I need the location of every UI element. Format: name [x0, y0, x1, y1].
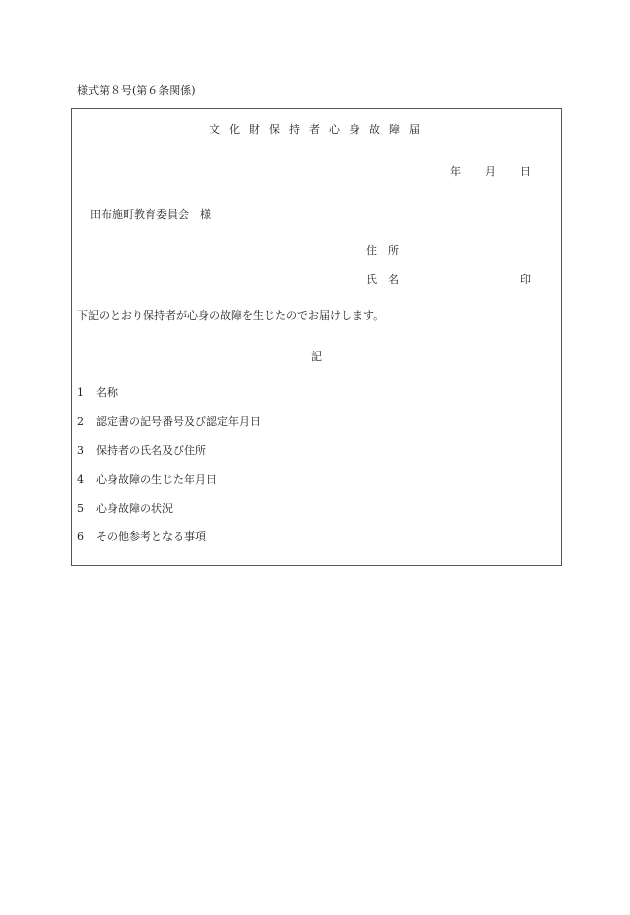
form-title: 文化財保持者心身故障届	[209, 123, 429, 136]
date-month-label: 月	[485, 165, 496, 178]
note-heading: 記	[311, 350, 322, 363]
item-number: 4	[77, 473, 84, 486]
item-text: 保持者の氏名及び住所	[96, 444, 206, 457]
list-item	[77, 386, 118, 400]
item-number: 5	[77, 502, 84, 515]
item-text: 名称	[96, 386, 118, 399]
list-item	[77, 530, 206, 544]
name-label: 氏 名	[366, 273, 399, 286]
seal-mark: 印	[520, 273, 531, 286]
item-text: 心身故障の生じた年月日	[96, 473, 217, 486]
list-item	[77, 444, 206, 458]
item-text: その他参考となる事項	[96, 530, 206, 543]
statement: 下記のとおり保持者が心身の故障を生じたのでお届けします。	[77, 309, 385, 322]
item-text: 認定書の記号番号及び認定年月日	[96, 415, 261, 428]
address-label: 住 所	[366, 244, 399, 257]
recipient: 田布施町教育委員会 様	[90, 208, 211, 221]
date-year-label: 年	[450, 165, 461, 178]
date-day-label: 日	[520, 165, 531, 178]
list-item	[77, 502, 173, 516]
item-text: 心身故障の状況	[96, 502, 173, 515]
list-item	[77, 473, 217, 487]
item-number: 3	[77, 444, 84, 457]
item-number: 1	[77, 386, 84, 399]
list-item	[77, 415, 261, 429]
item-number: 2	[77, 415, 84, 428]
item-number: 6	[77, 530, 84, 543]
form-number: 様式第８号(第６条関係)	[77, 84, 196, 97]
